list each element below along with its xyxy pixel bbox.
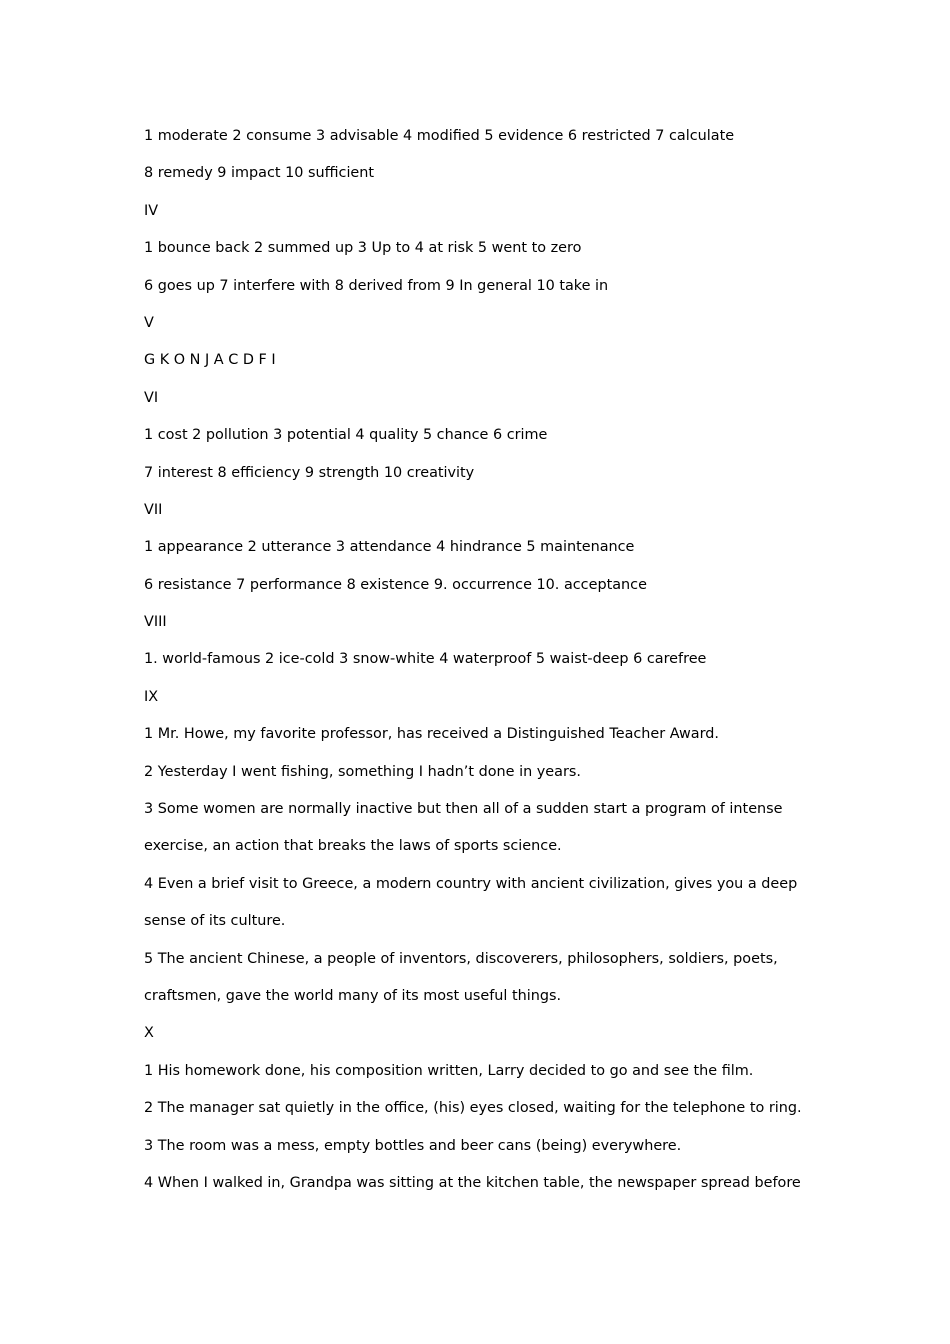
- section-heading: X: [144, 1025, 154, 1042]
- answer-line: 3 The room was a mess, empty bottles and beer cans (being) everywhere.: [144, 1137, 682, 1154]
- answer-line: craftsmen, gave the world many of its most useful things.: [144, 987, 562, 1004]
- section-heading: VIII: [144, 614, 167, 631]
- answer-line: 1 appearance 2 utterance 3 attendance 4 hindrance 5 maintenance: [144, 539, 635, 556]
- answer-line: 6 goes up 7 interfere with 8 derived from 9 In general 10 take in: [144, 277, 609, 294]
- answer-line: 1 moderate 2 consume 3 advisable 4 modified 5 evidence 6 restricted 7 calculate: [144, 128, 735, 144]
- answer-line: 1 bounce back 2 summed up 3 Up to 4 at risk 5 went to zero: [144, 240, 582, 257]
- document-page: [144, 118, 824, 1202]
- answer-line: 1 His homework done, his composition written, Larry decided to go and see the film.: [144, 1062, 754, 1079]
- section-heading: V: [144, 314, 154, 331]
- answer-line: 1. world-famous 2 ice-cold 3 snow-white 4 waterproof 5 waist-deep 6 carefree: [144, 651, 707, 668]
- answer-line: 6 resistance 7 performance 8 existence 9. occurrence 10. acceptance: [144, 576, 647, 593]
- answer-line: 4 When I walked in, Grandpa was sitting at the kitchen table, the newspaper spread before: [144, 1174, 801, 1191]
- answer-line: 7 interest 8 efficiency 9 strength 10 creativity: [144, 464, 475, 481]
- answer-line: 4 Even a brief visit to Greece, a modern country with ancient civilization, gives you a deep: [144, 875, 798, 892]
- answer-line: 2 Yesterday I went fishing, something I hadn’t done in years.: [144, 763, 581, 780]
- answer-line: 5 The ancient Chinese, a people of inventors, discoverers, philosophers, soldiers, poets,: [144, 950, 778, 967]
- answer-line: G K O N J A C D F I: [144, 352, 276, 369]
- answer-line: 1 Mr. Howe, my favorite professor, has received a Distinguished Teacher Award.: [144, 726, 719, 743]
- answer-line: 1 cost 2 pollution 3 potential 4 quality 5 chance 6 crime: [144, 427, 548, 444]
- section-heading: IX: [144, 688, 159, 705]
- section-heading: VI: [144, 389, 159, 406]
- answer-line: 2 The manager sat quietly in the office, (his) eyes closed, waiting for the telephone to ring.: [144, 1100, 802, 1117]
- section-heading: VII: [144, 501, 163, 518]
- section-heading: IV: [144, 202, 159, 219]
- answer-line: sense of its culture.: [144, 913, 286, 930]
- answer-line: 3 Some women are normally inactive but then all of a sudden start a program of intense: [144, 801, 783, 818]
- answer-line: 8 remedy 9 impact 10 sufficient: [144, 165, 375, 182]
- answer-line: exercise, an action that breaks the laws of sports science.: [144, 838, 562, 855]
